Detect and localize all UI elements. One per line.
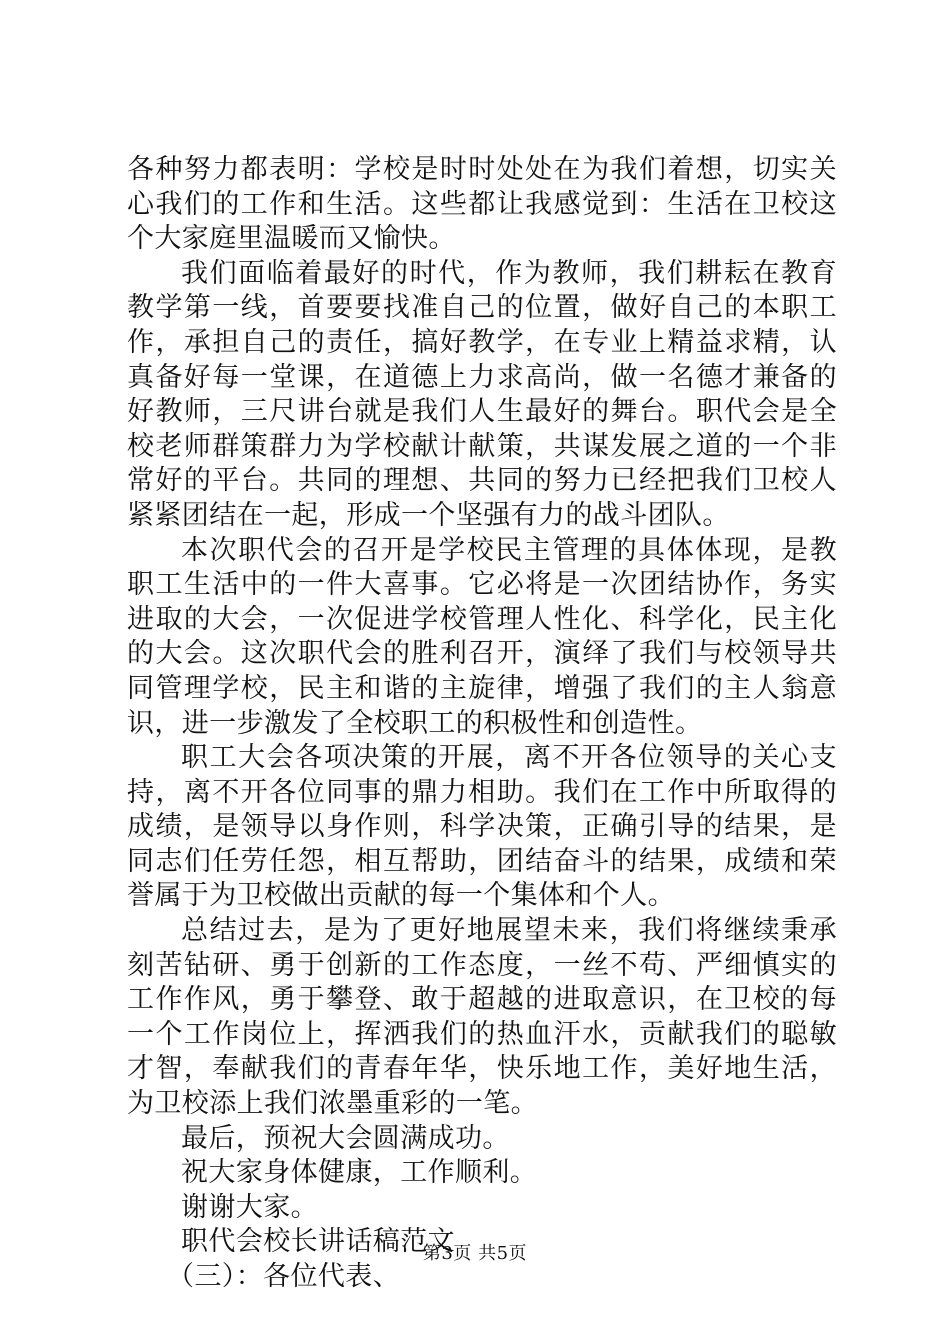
section-subtitle: （三）：各位代表、	[167, 1261, 401, 1292]
paragraph-5: 总结过去，是为了更好地展望未来，我们将继续秉承刻苦钻研、勇于创新的工作态度，一丝不苟、严细慎实的工作作风，勇于攀登、敢于超越的进取意识，在卫校的每一个工作岗位上，挥洒我们的热血汗水，贡献我们的聪敏才智，奉献我们的青春年华，快乐地工作，美好地生活，为卫校添上我们浓墨重彩的一笔。	[127, 915, 837, 1120]
closing-line-1: 最后，预祝大会圆满成功。	[181, 1122, 510, 1154]
paragraph-4: 职工大会各项决策的开展，离不开各位领导的关心支持，离不开各位同事的鼎力相助。我们在工作中所取得的成绩，是领导以身作则，科学决策，正确引导的结果，是同志们任劳任怨，相互帮助，团结奋斗的结果，成绩和荣誉属于为卫校做出贡献的每一个集体和个人。	[127, 742, 837, 912]
closing-line-2: 祝大家身体健康，工作顺利。	[181, 1157, 538, 1189]
paragraph-1: 各种努力都表明：学校是时时处处在为我们着想，切实关心我们的工作和生活。这些都让我感觉到：生活在卫校这个大家庭里温暖而又愉快。	[127, 154, 837, 255]
closing-line-3: 谢谢大家。	[181, 1191, 318, 1223]
document-body	[127, 153, 837, 1295]
paragraph-2: 我们面临着最好的时代，作为教师，我们耕耘在教育教学第一线，首要要找准自己的位置，做好自己的本职工作，承担自己的责任，搞好教学，在专业上精益求精，认真备好每一堂课，在道德上力求高尚，做一名德才兼备的好教师，三尺讲台就是我们人生最好的舞台。职代会是全校老师群策群力为学校献计献策，共谋发展之道的一个非常好的平台。共同的理想、共同的努力已经把我们卫校人紧紧团结在一起，形成一个坚强有力的战斗团队。	[127, 257, 837, 531]
page-number-footer: 第3页 共5页	[422, 1243, 528, 1264]
paragraph-3: 本次职代会的召开是学校民主管理的具体体现，是教职工生活中的一件大喜事。它必将是一次团结协作，务实进取的大会，一次促进学校管理人性化、科学化，民主化的大会。这次职代会的胜利召开，演绎了我们与校领导共同管理学校，民主和谐的主旋律，增强了我们的主人翁意识，进一步激发了全校职工的积极性和创造性。	[127, 534, 837, 739]
section-title: 职代会校长讲话稿范文	[181, 1226, 455, 1258]
